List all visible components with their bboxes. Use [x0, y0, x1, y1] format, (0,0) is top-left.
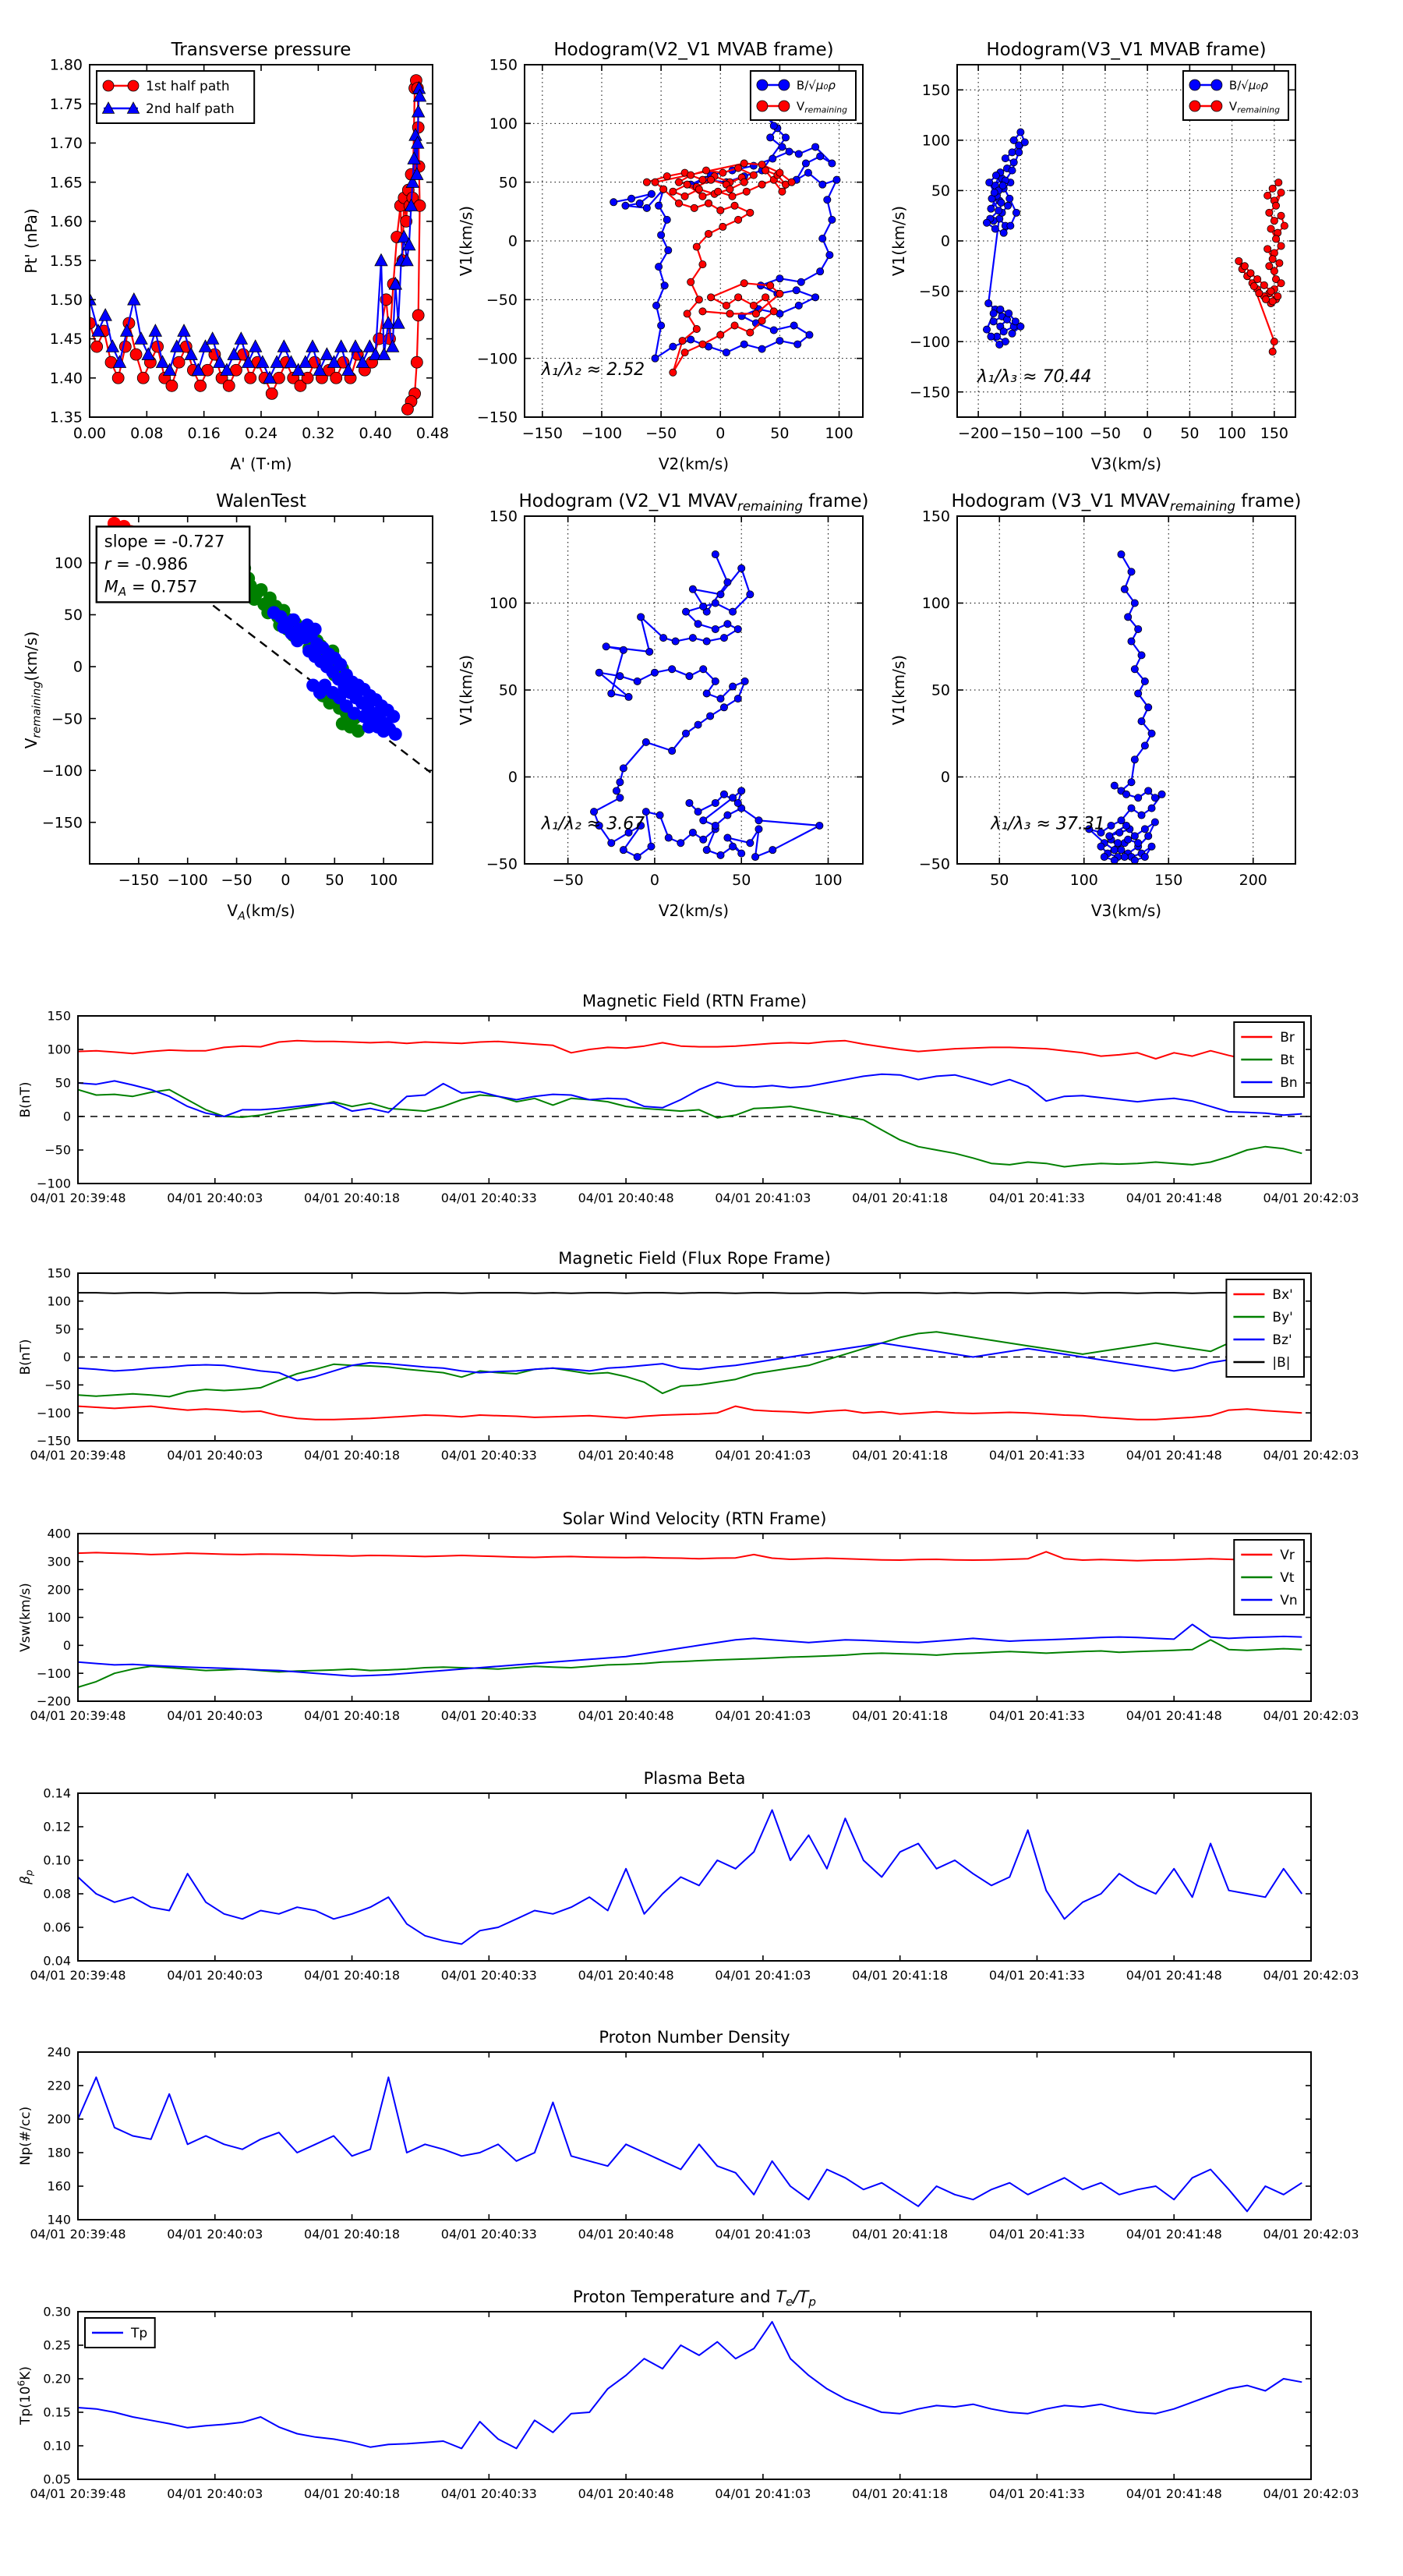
svg-text:04/01 20:41:33: 04/01 20:41:33	[988, 1448, 1085, 1463]
svg-text:0: 0	[62, 1350, 71, 1365]
svg-text:04/01 20:40:03: 04/01 20:40:03	[167, 2486, 263, 2501]
svg-text:100: 100	[54, 554, 83, 572]
svg-text:0.25: 0.25	[43, 2337, 71, 2353]
svg-text:04/01 20:41:48: 04/01 20:41:48	[1126, 1448, 1222, 1463]
svg-text:−50: −50	[51, 710, 83, 728]
svg-text:150: 150	[489, 56, 518, 74]
svg-text:−100: −100	[37, 1665, 71, 1681]
svg-text:−200: −200	[958, 425, 999, 442]
svg-text:0.06: 0.06	[43, 1920, 71, 1935]
svg-text:04/01 20:39:48: 04/01 20:39:48	[30, 1968, 126, 1983]
svg-text:180: 180	[47, 2145, 71, 2160]
svg-text:04/01 20:40:48: 04/01 20:40:48	[578, 1968, 674, 1983]
svg-text:−100: −100	[37, 1405, 71, 1421]
svg-text:04/01 20:40:48: 04/01 20:40:48	[578, 1191, 674, 1205]
svg-text:0: 0	[62, 1109, 71, 1124]
svg-text:04/01 20:41:33: 04/01 20:41:33	[988, 1191, 1085, 1205]
svg-text:−100: −100	[909, 333, 950, 351]
svg-text:04/01 20:41:03: 04/01 20:41:03	[715, 1708, 811, 1723]
svg-text:04/01 20:41:48: 04/01 20:41:48	[1126, 1191, 1222, 1205]
svg-text:04/01 20:40:18: 04/01 20:40:18	[304, 2227, 401, 2242]
svg-text:04/01 20:41:03: 04/01 20:41:03	[715, 2227, 811, 2242]
y-axis-label: Pt' (nPa)	[22, 208, 41, 274]
svg-text:0.05: 0.05	[43, 2472, 71, 2487]
svg-text:50: 50	[931, 681, 950, 699]
svg-text:04/01 20:40:18: 04/01 20:40:18	[304, 2486, 401, 2501]
svg-text:−150: −150	[476, 409, 518, 426]
legend	[1234, 1022, 1304, 1097]
panel-title: Transverse pressure	[171, 40, 352, 60]
svg-text:04/01 20:40:33: 04/01 20:40:33	[440, 2227, 537, 2242]
svg-text:B/√μ₀ρ: B/√μ₀ρ	[796, 78, 836, 93]
svg-text:0.12: 0.12	[43, 1819, 71, 1835]
svg-text:−50: −50	[552, 872, 584, 889]
svg-text:0: 0	[507, 232, 518, 250]
svg-text:0.15: 0.15	[43, 2404, 71, 2420]
panel-title: Plasma Beta	[643, 1769, 746, 1788]
y-axis-label: V1(km/s)	[457, 205, 475, 277]
svg-text:50: 50	[55, 1322, 71, 1337]
svg-text:04/01 20:39:48: 04/01 20:39:48	[30, 1708, 126, 1723]
panel-title: WalenTest	[216, 491, 306, 511]
y-axis-label: Vsw(km/s)	[18, 1583, 34, 1652]
svg-text:−50: −50	[918, 283, 950, 301]
svg-text:04/01 20:41:48: 04/01 20:41:48	[1126, 2486, 1222, 2501]
svg-text:Vr: Vr	[1280, 1547, 1295, 1563]
svg-text:04/01 20:40:33: 04/01 20:40:33	[440, 1191, 537, 1205]
svg-text:0.48: 0.48	[415, 425, 450, 442]
lambda-annotation: λ₁/λ₂ ≈ 3.67	[541, 814, 645, 834]
svg-text:0.30: 0.30	[43, 2304, 71, 2319]
y-axis-label: $V_{remaining}(km/s)$	[22, 631, 44, 749]
svg-text:04/01 20:40:03: 04/01 20:40:03	[167, 1968, 263, 1983]
svg-text:0: 0	[281, 872, 291, 889]
y-axis-label: $Tp(10^6K)$	[16, 2365, 34, 2426]
svg-text:−150: −150	[521, 425, 563, 442]
svg-text:−100: −100	[37, 1176, 71, 1191]
svg-text:100: 100	[47, 1293, 71, 1309]
svg-text:−150: −150	[118, 872, 159, 889]
svg-text:0: 0	[72, 658, 83, 676]
svg-text:04/01 20:40:18: 04/01 20:40:18	[304, 1968, 401, 1983]
svg-text:1st half path: 1st half path	[146, 78, 230, 94]
svg-text:0.04: 0.04	[43, 1953, 71, 1969]
svg-text:04/01 20:40:48: 04/01 20:40:48	[578, 1448, 674, 1463]
svg-text:150: 150	[921, 81, 950, 99]
x-axis-label: V3(km/s)	[1090, 455, 1162, 473]
svg-text:0: 0	[507, 769, 518, 787]
svg-text:Bx': Bx'	[1272, 1286, 1293, 1303]
svg-text:−50: −50	[486, 291, 518, 309]
svg-text:04/01 20:41:03: 04/01 20:41:03	[715, 2486, 811, 2501]
svg-text:100: 100	[921, 595, 950, 613]
panel-title: Proton Number Density	[599, 2028, 790, 2047]
x-axis-label: A' (T·m)	[230, 455, 292, 473]
svg-text:04/01 20:42:03: 04/01 20:42:03	[1263, 1968, 1359, 1983]
svg-text:04/01 20:39:48: 04/01 20:39:48	[30, 2486, 126, 2501]
svg-text:100: 100	[1069, 872, 1098, 889]
svg-text:−50: −50	[486, 855, 518, 873]
svg-text:04/01 20:39:48: 04/01 20:39:48	[30, 1448, 126, 1463]
svg-text:slope = -0.727: slope = -0.727	[104, 532, 225, 551]
svg-text:220: 220	[47, 2078, 71, 2093]
svg-text:−50: −50	[221, 872, 253, 889]
svg-text:04/01 20:41:33: 04/01 20:41:33	[988, 2486, 1085, 2501]
svg-text:0.08: 0.08	[130, 425, 164, 442]
svg-text:100: 100	[489, 115, 518, 133]
svg-text:50: 50	[498, 174, 518, 192]
legend	[1183, 71, 1288, 120]
svg-text:04/01 20:40:18: 04/01 20:40:18	[304, 1708, 401, 1723]
svg-text:By': By'	[1272, 1309, 1293, 1325]
svg-text:04/01 20:41:03: 04/01 20:41:03	[715, 1448, 811, 1463]
svg-text:04/01 20:40:33: 04/01 20:40:33	[440, 1968, 537, 1983]
svg-text:1.70: 1.70	[49, 135, 83, 153]
svg-text:50: 50	[63, 607, 83, 625]
svg-text:Bn: Bn	[1280, 1074, 1298, 1091]
panel-title: Solar Wind Velocity (RTN Frame)	[562, 1509, 827, 1528]
svg-text:0.14: 0.14	[43, 1785, 71, 1801]
svg-text:−150: −150	[909, 384, 950, 402]
lambda-annotation: λ₁/λ₃ ≈ 70.44	[977, 366, 1092, 387]
svg-text:0: 0	[940, 232, 950, 250]
svg-text:160: 160	[47, 2178, 71, 2194]
svg-text:MA = 0.757: $M_A = 0.757$	[104, 577, 198, 599]
svg-text:04/01 20:40:03: 04/01 20:40:03	[167, 1448, 263, 1463]
legend	[85, 2318, 155, 2348]
svg-text:100: 100	[47, 1610, 71, 1626]
y-axis-label: Np(#/cc)	[18, 2106, 34, 2166]
svg-text:04/01 20:41:33: 04/01 20:41:33	[988, 1968, 1085, 1983]
x-axis-label: $V_A(km/s)$	[227, 901, 295, 923]
svg-text:240: 240	[47, 2044, 71, 2060]
y-axis-label: V1(km/s)	[457, 654, 475, 726]
y-axis-label: V1(km/s)	[889, 205, 908, 277]
svg-text:04/01 20:40:03: 04/01 20:40:03	[167, 2227, 263, 2242]
panel-title: Magnetic Field (Flux Rope Frame)	[558, 1249, 831, 1268]
svg-text:1.45: 1.45	[49, 331, 83, 349]
svg-text:50: 50	[498, 681, 518, 699]
lambda-annotation: λ₁/λ₂ ≈ 2.52	[541, 359, 645, 380]
svg-text:Vt: Vt	[1280, 1569, 1295, 1586]
svg-text:1.65: 1.65	[49, 174, 83, 192]
panel-title: Hodogram (V3_V1 $MVAV_{remaining}$ frame)	[951, 491, 1302, 515]
legend	[97, 71, 254, 123]
svg-text:04/01 20:41:18: 04/01 20:41:18	[852, 1708, 949, 1723]
svg-text:0.32: 0.32	[302, 425, 335, 442]
stats-box	[97, 526, 249, 602]
svg-text:04/01 20:39:48: 04/01 20:39:48	[30, 2227, 126, 2242]
svg-text:04/01 20:41:33: 04/01 20:41:33	[988, 2227, 1085, 2242]
y-axis-label: $\beta_p$	[18, 1870, 35, 1884]
svg-text:04/01 20:40:48: 04/01 20:40:48	[578, 2227, 674, 2242]
svg-text:−100: −100	[581, 425, 623, 442]
svg-text:400: 400	[47, 1526, 71, 1541]
svg-text:0: 0	[62, 1637, 71, 1653]
svg-text:100: 100	[814, 872, 843, 889]
svg-text:100: 100	[1217, 425, 1246, 442]
svg-text:200: 200	[47, 2111, 71, 2127]
svg-text:0: 0	[1143, 425, 1153, 442]
svg-text:Br: Br	[1280, 1029, 1295, 1046]
x-axis-label: V3(km/s)	[1090, 901, 1162, 920]
panel-title: Proton Temperature and $T_e/T_p$	[573, 2288, 816, 2309]
panel-title: Magnetic Field (RTN Frame)	[581, 992, 808, 1010]
svg-text:0: 0	[649, 872, 659, 889]
svg-text:−100: −100	[476, 350, 518, 368]
svg-text:50: 50	[55, 1075, 71, 1091]
svg-text:04/01 20:41:18: 04/01 20:41:18	[852, 2227, 949, 2242]
svg-text:−50: −50	[44, 1377, 71, 1392]
svg-text:0.16: 0.16	[187, 425, 221, 442]
svg-text:04/01 20:41:48: 04/01 20:41:48	[1126, 1708, 1222, 1723]
svg-text:0.10: 0.10	[43, 2438, 71, 2454]
svg-text:200: 200	[47, 1582, 71, 1598]
svg-text:50: 50	[732, 872, 751, 889]
svg-text:150: 150	[921, 508, 950, 525]
svg-text:200: 200	[1239, 872, 1267, 889]
panel-title: Hodogram (V2_V1 $MVAV_{remaining}$ frame)	[518, 491, 869, 515]
svg-text:−150: −150	[1000, 425, 1041, 442]
svg-text:150: 150	[489, 508, 518, 525]
svg-text:300: 300	[47, 1554, 71, 1569]
svg-text:−50: −50	[645, 425, 677, 442]
svg-text:50: 50	[770, 425, 790, 442]
y-axis-label: B(nT)	[18, 1081, 34, 1118]
svg-text:Bz': Bz'	[1272, 1332, 1292, 1348]
svg-text:0.24: 0.24	[244, 425, 278, 442]
svg-text:04/01 20:41:03: 04/01 20:41:03	[715, 1191, 811, 1205]
lambda-annotation: λ₁/λ₃ ≈ 37.31	[991, 814, 1105, 834]
svg-text:150: 150	[47, 1265, 71, 1281]
svg-text:Vremaining: $V_{remaining}$	[796, 99, 847, 115]
svg-text:−100: −100	[167, 872, 208, 889]
svg-text:150: 150	[47, 1008, 71, 1024]
svg-text:04/01 20:41:48: 04/01 20:41:48	[1126, 2227, 1222, 2242]
svg-text:1.60: 1.60	[49, 213, 83, 231]
svg-text:150: 150	[1154, 872, 1183, 889]
svg-text:50: 50	[325, 872, 345, 889]
svg-text:04/01 20:42:03: 04/01 20:42:03	[1263, 1448, 1359, 1463]
svg-text:04/01 20:40:03: 04/01 20:40:03	[167, 1708, 263, 1723]
svg-text:Tp: Tp	[131, 2325, 148, 2341]
x-axis-label: V2(km/s)	[658, 901, 730, 920]
svg-text:0.10: 0.10	[43, 1852, 71, 1868]
svg-text:2nd half path: 2nd half path	[146, 101, 235, 117]
svg-text:|B|: |B|	[1272, 1354, 1291, 1371]
legend	[751, 71, 856, 120]
svg-text:100: 100	[825, 425, 853, 442]
svg-text:50: 50	[990, 872, 1009, 889]
svg-text:Bt: Bt	[1280, 1052, 1295, 1068]
svg-text:0.08: 0.08	[43, 1886, 71, 1902]
svg-text:50: 50	[1180, 425, 1200, 442]
svg-text:−150: −150	[37, 1433, 71, 1449]
svg-text:04/01 20:42:03: 04/01 20:42:03	[1263, 1708, 1359, 1723]
svg-text:−200: −200	[37, 1693, 71, 1709]
svg-text:0: 0	[940, 769, 950, 787]
svg-text:0: 0	[716, 425, 726, 442]
svg-text:1.40: 1.40	[49, 370, 83, 387]
svg-text:04/01 20:40:03: 04/01 20:40:03	[167, 1191, 263, 1205]
svg-text:140: 140	[47, 2212, 71, 2227]
svg-text:1.35: 1.35	[49, 409, 83, 426]
svg-text:04/01 20:41:48: 04/01 20:41:48	[1126, 1968, 1222, 1983]
svg-text:B/√μ₀ρ: B/√μ₀ρ	[1228, 78, 1268, 93]
svg-text:−50: −50	[44, 1142, 71, 1158]
legend	[1226, 1279, 1304, 1377]
svg-text:100: 100	[369, 872, 398, 889]
x-axis-label: V2(km/s)	[658, 455, 730, 473]
svg-text:04/01 20:42:03: 04/01 20:42:03	[1263, 2227, 1359, 2242]
svg-text:0.20: 0.20	[43, 2371, 71, 2387]
svg-text:0.00: 0.00	[72, 425, 107, 442]
svg-text:100: 100	[489, 595, 518, 613]
y-axis-label: V1(km/s)	[889, 654, 908, 726]
svg-text:−50: −50	[1089, 425, 1121, 442]
legend	[1234, 1540, 1304, 1615]
svg-text:50: 50	[931, 182, 950, 200]
svg-text:04/01 20:42:03: 04/01 20:42:03	[1263, 2486, 1359, 2501]
svg-text:04/01 20:41:03: 04/01 20:41:03	[715, 1968, 811, 1983]
svg-text:−100: −100	[41, 762, 83, 780]
svg-text:0.40: 0.40	[359, 425, 392, 442]
svg-text:Vn: Vn	[1280, 1592, 1298, 1608]
svg-text:04/01 20:40:18: 04/01 20:40:18	[304, 1448, 401, 1463]
svg-text:Vremaining: $V_{remaining}$	[1228, 99, 1280, 115]
svg-text:04/01 20:40:48: 04/01 20:40:48	[578, 1708, 674, 1723]
svg-text:04/01 20:41:18: 04/01 20:41:18	[852, 1191, 949, 1205]
svg-text:04/01 20:40:33: 04/01 20:40:33	[440, 2486, 537, 2501]
svg-text:r = -0.986: r = -0.986	[104, 554, 189, 574]
svg-text:1.80: 1.80	[49, 56, 83, 74]
svg-text:04/01 20:40:33: 04/01 20:40:33	[440, 1708, 537, 1723]
svg-text:100: 100	[47, 1042, 71, 1057]
svg-text:04/01 20:41:18: 04/01 20:41:18	[852, 1968, 949, 1983]
y-axis-label: B(nT)	[18, 1339, 34, 1375]
svg-text:−150: −150	[41, 814, 83, 832]
svg-text:−100: −100	[1042, 425, 1083, 442]
svg-text:−50: −50	[918, 855, 950, 873]
svg-text:1.75: 1.75	[49, 95, 83, 113]
svg-text:04/01 20:40:18: 04/01 20:40:18	[304, 1191, 401, 1205]
svg-text:04/01 20:40:33: 04/01 20:40:33	[440, 1448, 537, 1463]
panel-title: Hodogram(V3_V1 MVAB frame)	[986, 40, 1267, 60]
svg-text:1.55: 1.55	[49, 252, 83, 270]
svg-text:100: 100	[921, 132, 950, 150]
panel-title: Hodogram(V2_V1 MVAB frame)	[553, 40, 834, 60]
svg-text:04/01 20:41:33: 04/01 20:41:33	[988, 1708, 1085, 1723]
svg-text:04/01 20:39:48: 04/01 20:39:48	[30, 1191, 126, 1205]
svg-text:04/01 20:42:03: 04/01 20:42:03	[1263, 1191, 1359, 1205]
svg-text:1.50: 1.50	[49, 291, 83, 309]
svg-text:04/01 20:40:48: 04/01 20:40:48	[578, 2486, 674, 2501]
svg-text:150: 150	[1260, 425, 1289, 442]
svg-text:04/01 20:41:18: 04/01 20:41:18	[852, 2486, 949, 2501]
svg-text:04/01 20:41:18: 04/01 20:41:18	[852, 1448, 949, 1463]
